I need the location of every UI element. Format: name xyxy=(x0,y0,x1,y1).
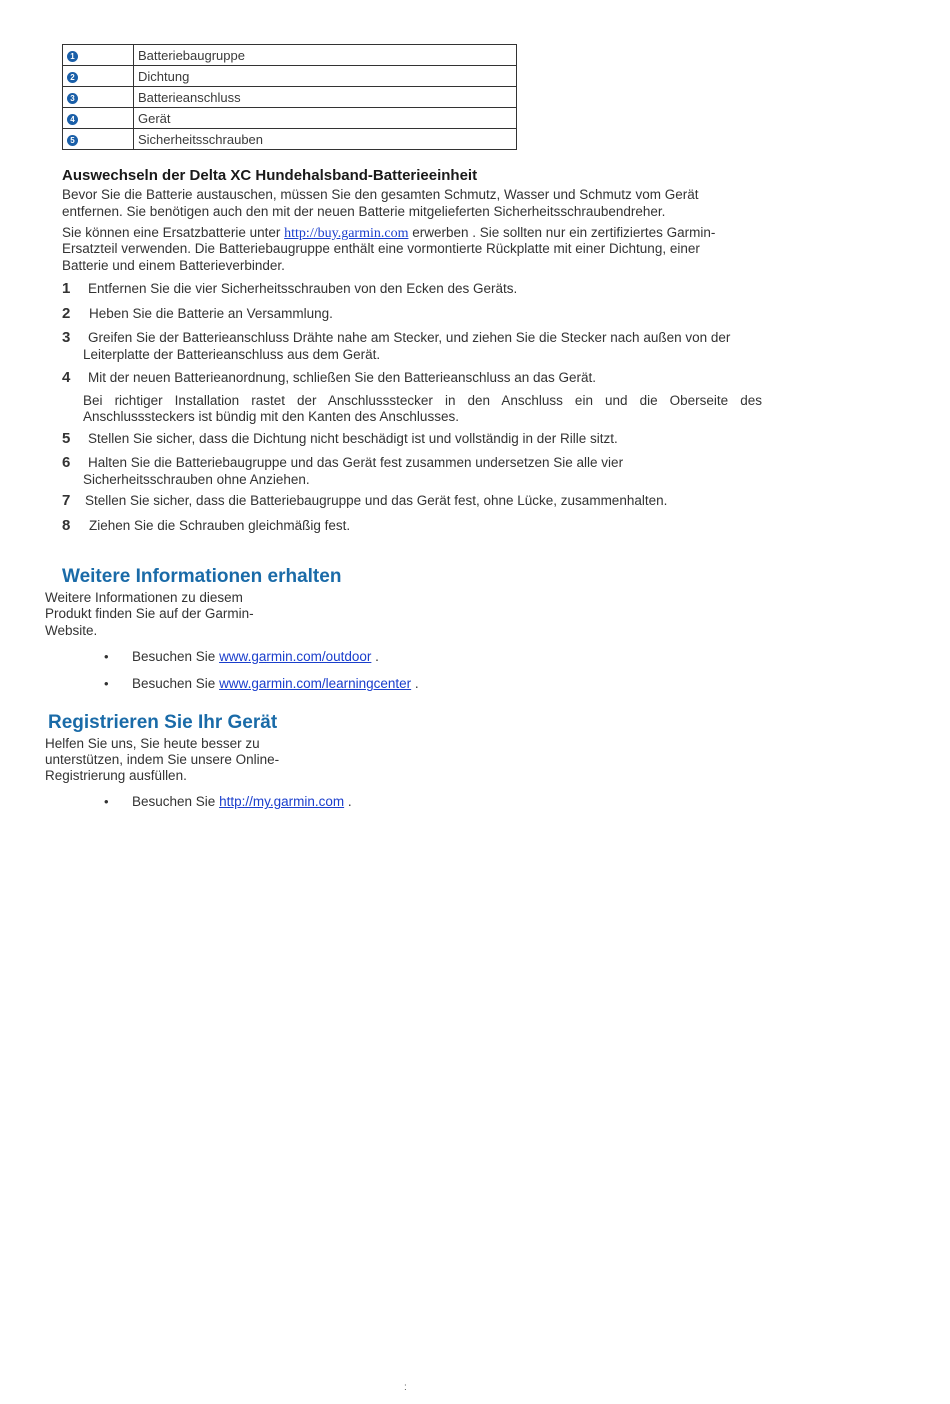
part-label: Batterieanschluss xyxy=(134,87,517,108)
callout-number-1: 1 xyxy=(67,51,78,62)
callout-number-3: 3 xyxy=(67,93,78,104)
part-label: Sicherheitsschrauben xyxy=(134,129,517,150)
replacement-paragraph-line: Sie können eine Ersatzbatterie unter http://buy.garmin.com erwerben . Sie sollten nur ein zertifiziertes Garmin- xyxy=(62,225,716,241)
step-text: Heben Sie die Batterie an Versammlung. xyxy=(89,306,333,321)
section-heading-battery-replacement: Auswechseln der Delta XC Hundehalsband-Batterieeinheit xyxy=(62,167,478,184)
step-text: Ziehen Sie die Schrauben gleichmäßig fest. xyxy=(89,518,351,533)
intro-paragraph-line: Bevor Sie die Batterie austauschen, müssen Sie den gesamten Schmutz, Wasser und Schmutz vom Gerät xyxy=(62,187,699,202)
part-label: Dichtung xyxy=(134,66,517,87)
part-label: Batteriebaugruppe xyxy=(134,45,517,66)
list-item: Besuchen Sie www.garmin.com/outdoor . xyxy=(132,649,379,664)
table-row xyxy=(63,129,517,150)
step-text: Entfernen Sie die vier Sicherheitsschrauben von den Ecken des Geräts. xyxy=(88,281,518,296)
intro-paragraph-line: entfernen. Sie benötigen auch den mit der neuen Batterie mitgelieferten Sicherheitsschraubendreher. xyxy=(62,204,666,219)
part-label: Gerät xyxy=(134,108,517,129)
bullet-icon: • xyxy=(104,649,109,664)
table-row xyxy=(63,66,517,87)
bullet-icon: • xyxy=(104,794,109,809)
more-info-text: Weitere Informationen zu diesem xyxy=(45,590,243,605)
table-row xyxy=(63,108,517,129)
replacement-paragraph-line: Ersatzteil verwenden. Die Batteriebaugruppe enthält eine vormontierte Rückplatte mit einer Dichtung, einer xyxy=(62,241,700,256)
footer-mark: : xyxy=(404,1382,407,1393)
step-note: Anschlusssteckers ist bündig mit den Kanten des Anschlusses. xyxy=(83,409,459,424)
more-info-text: Website. xyxy=(45,623,98,638)
step-number: 5 xyxy=(62,430,71,447)
step-note: Bei richtiger Installation rastet der Anschlussstecker in den Anschluss ein und die Oberseite des xyxy=(83,393,762,408)
callout-number-2: 2 xyxy=(67,72,78,83)
my-garmin-link[interactable]: http://my.garmin.com xyxy=(219,794,345,809)
step-text-continued: Leiterplatte der Batterieanschluss aus dem Gerät. xyxy=(83,347,381,362)
callout-number-4: 4 xyxy=(67,114,78,125)
garmin-learningcenter-link[interactable]: www.garmin.com/learningcenter xyxy=(219,676,412,691)
bullet-icon: • xyxy=(104,676,109,691)
table-row xyxy=(63,87,517,108)
section-heading-more-info: Weitere Informationen erhalten xyxy=(62,566,342,587)
parts-table xyxy=(62,44,517,150)
table-row xyxy=(63,45,517,66)
list-item: Besuchen Sie http://my.garmin.com . xyxy=(132,794,352,809)
step-number: 2 xyxy=(62,305,71,322)
step-number: 4 xyxy=(62,369,71,386)
step-text: Halten Sie die Batteriebaugruppe und das Gerät fest zusammen undersetzen Sie alle vier xyxy=(88,455,624,470)
step-number: 1 xyxy=(62,280,71,297)
step-text: Greifen Sie der Batterieanschluss Drähte nahe am Stecker, und ziehen Sie die Stecker nach außen von der xyxy=(88,330,731,345)
step-number: 3 xyxy=(62,329,71,346)
section-heading-register: Registrieren Sie Ihr Gerät xyxy=(48,712,278,733)
step-number: 7 xyxy=(62,492,71,509)
step-text: Mit der neuen Batterieanordnung, schließen Sie den Batterieanschluss an das Gerät. xyxy=(88,370,597,385)
step-text: Stellen Sie sicher, dass die Dichtung nicht beschädigt ist und vollständig in der Rille sitzt. xyxy=(88,431,618,446)
step-number: 8 xyxy=(62,517,71,534)
register-text: unterstützen, indem Sie unsere Online- xyxy=(45,752,280,767)
register-text: Helfen Sie uns, Sie heute besser zu xyxy=(45,736,260,751)
step-text: Stellen Sie sicher, dass die Batteriebaugruppe und das Gerät fest, ohne Lücke, zusammenhalten. xyxy=(85,493,668,508)
buy-garmin-link[interactable]: http://buy.garmin.com xyxy=(284,226,409,241)
callout-number-5: 5 xyxy=(67,135,78,146)
step-text-continued: Sicherheitsschrauben ohne Anziehen. xyxy=(83,472,310,487)
more-info-text: Produkt finden Sie auf der Garmin- xyxy=(45,606,254,621)
step-number: 6 xyxy=(62,454,71,471)
garmin-outdoor-link[interactable]: www.garmin.com/outdoor xyxy=(219,649,372,664)
register-text: Registrierung ausfüllen. xyxy=(45,768,187,783)
list-item: Besuchen Sie www.garmin.com/learningcenter . xyxy=(132,676,419,691)
replacement-paragraph-line: Batterie und einem Batterieverbinder. xyxy=(62,258,285,273)
